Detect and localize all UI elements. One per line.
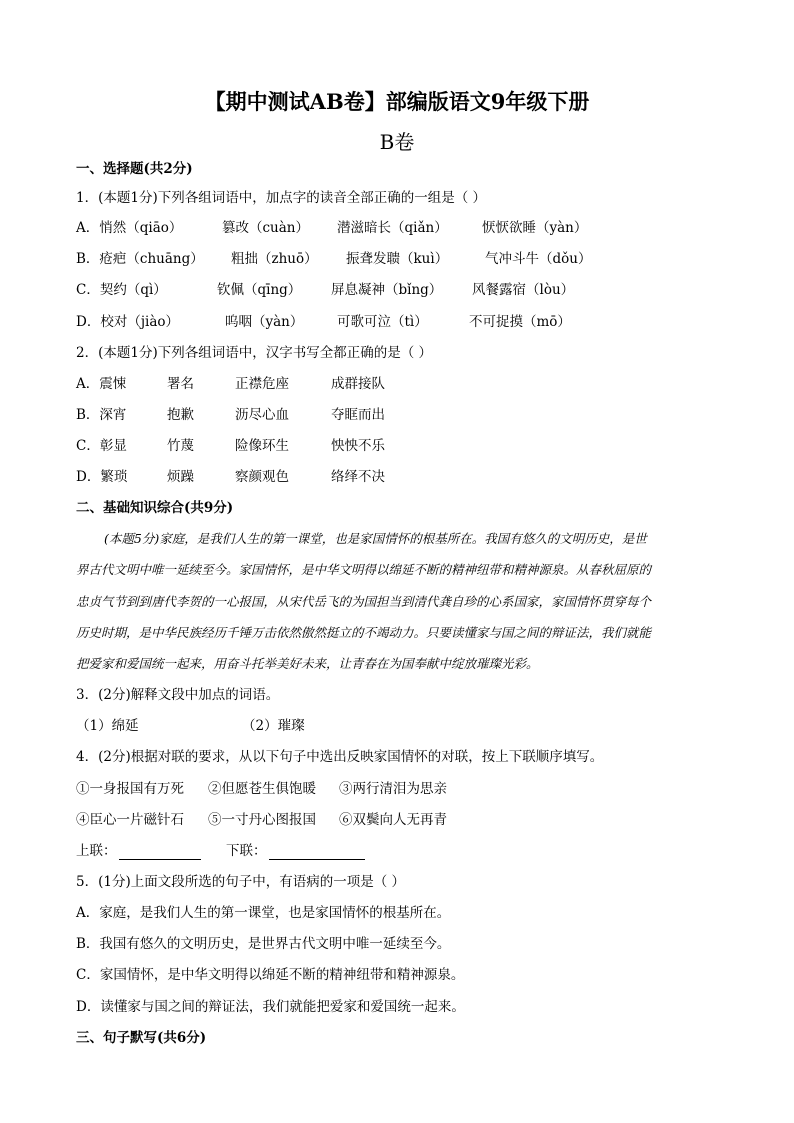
q2-a-4: 成群接队: [331, 376, 385, 392]
q4-stem: 4．(2分)根据对联的要求，从以下句子中选出反映家国情怀的对联，按上下联顺序填写。: [76, 749, 604, 765]
passage-line-1: (本题5分)家庭，是我们人生的第一课堂，也是家国情怀的根基所在。我国有悠久的文明历史，是世: [104, 531, 647, 546]
upper-answer-blank[interactable]: [119, 842, 201, 860]
q1-b-2: 粗拙（zhuō）: [231, 251, 318, 267]
q5-option-c: C．家国情怀，是中华文明得以绵延不断的精神纽带和精神源泉。: [76, 967, 465, 983]
q2-c-2: 竹蔑: [167, 438, 194, 454]
couplet-5: ⑤一寸丹心图报国: [208, 812, 316, 828]
section1-heading: 一、选择题(共2分): [76, 161, 193, 177]
q1-c-2: 钦佩（qīng）: [217, 282, 302, 298]
q2-d-3: 察颜观色: [235, 469, 289, 485]
couplet-3: ③两行清泪为思亲: [339, 781, 447, 797]
lower-label: 下联：: [226, 843, 267, 859]
q1-b-4: 气冲斗牛（dǒu）: [485, 251, 592, 267]
q2-b-1: B．深宵: [76, 407, 127, 423]
upper-label: 上联：: [76, 843, 117, 859]
q2-a-2: 署名: [167, 376, 194, 392]
couplet-4: ④臣心一片磁针石: [76, 812, 184, 828]
q1-a-4: 恹恹欲睡（yàn）: [482, 220, 588, 236]
q1-stem: 1．(本题1分)下列各组词语中，加点字的读音全部正确的一组是（ ）: [76, 190, 487, 206]
couplet-2: ②但愿苍生俱饱暖: [208, 781, 316, 797]
q1-c-4: 风餐露宿（lòu）: [472, 282, 575, 298]
q5-option-b: B．我国有悠久的文明历史，是世界古代文明中唯一延续至今。: [76, 936, 451, 952]
passage-line-5: 把爱家和爱国统一起来，用奋斗托举美好未来，让青春在为国奉献中绽放璀璨光彩。: [76, 656, 539, 671]
q2-b-4: 夺眶而出: [331, 407, 385, 423]
q5-option-d: D．读懂家与国之间的辩证法，我们就能把爱家和爱国统一起来。: [76, 999, 465, 1015]
page-title: 【期中测试AB卷】部编版语文9年级下册: [204, 89, 590, 114]
q2-c-4: 怏怏不乐: [331, 438, 385, 454]
q1-a-2: 篡改（cuàn）: [222, 220, 309, 236]
q2-c-3: 险像环生: [235, 438, 289, 454]
q3-item-2: （2）璀璨: [242, 718, 305, 734]
couplet-6: ⑥双鬓向人无再青: [339, 812, 447, 828]
section3-heading: 三、句子默写(共6分): [76, 1030, 207, 1046]
q3-stem: 3．(2分)解释文段中加点的词语。: [76, 687, 280, 703]
q1-d-3: 可歌可泣（tì）: [337, 314, 428, 330]
q1-a-3: 潜滋暗长（qiǎn）: [337, 220, 448, 236]
passage-line-2: 界古代文明中唯一延续至今。家国情怀，是中华文明得以绵延不断的精神纽带和精神源泉。从春秋屈原的: [76, 562, 652, 577]
q1-d-4: 不可捉摸（mō）: [469, 314, 571, 330]
q2-stem: 2．(本题1分)下列各组词语中，汉字书写全都正确的是（ ）: [76, 345, 433, 361]
lower-answer-blank[interactable]: [269, 842, 365, 860]
q1-c-1: C．契约（qì）: [76, 282, 167, 298]
passage-line-4: 历史时期，是中华民族经历千锤万击依然傲然挺立的不竭动力。只要读懂家与国之间的辩证法，我们就能: [76, 625, 652, 640]
q1-d-2: 呜咽（yàn）: [225, 314, 304, 330]
q1-d-1: D．校对（jiào）: [76, 314, 180, 330]
passage-line-3: 忠贞气节到到唐代李贺的一心报国，从宋代岳飞的为国担当到清代龚自珍的心系国家，家国情怀贯穿每个: [76, 594, 652, 609]
q2-a-1: A．震悚: [76, 376, 127, 392]
q5-stem: 5．(1分)上面文段所选的句子中，有语病的一项是（ ）: [76, 874, 406, 890]
page-subtitle: B卷: [379, 130, 415, 154]
q2-b-2: 抱歉: [167, 407, 194, 423]
q1-c-3: 屏息凝神（bǐng）: [331, 282, 443, 298]
q2-d-4: 络绎不决: [331, 469, 385, 485]
q2-a-3: 正襟危座: [235, 376, 289, 392]
q1-b-3: 振聋发聩（kuì）: [346, 251, 449, 267]
q2-d-1: D．繁琐: [76, 469, 128, 485]
q1-a-1: A．悄然（qiāo）: [76, 220, 183, 236]
q3-item-1: （1）绵延: [76, 718, 139, 734]
q2-b-3: 沥尽心血: [235, 407, 289, 423]
couplet-1: ①一身报国有万死: [76, 781, 184, 797]
q2-c-1: C．彰显: [76, 438, 127, 454]
q1-b-1: B．疮疤（chuāng）: [76, 251, 204, 267]
q2-d-2: 烦躁: [167, 469, 194, 485]
q5-option-a: A．家庭，是我们人生的第一课堂，也是家国情怀的根基所在。: [76, 905, 451, 921]
section2-heading: 二、基础知识综合(共9分): [76, 500, 234, 516]
